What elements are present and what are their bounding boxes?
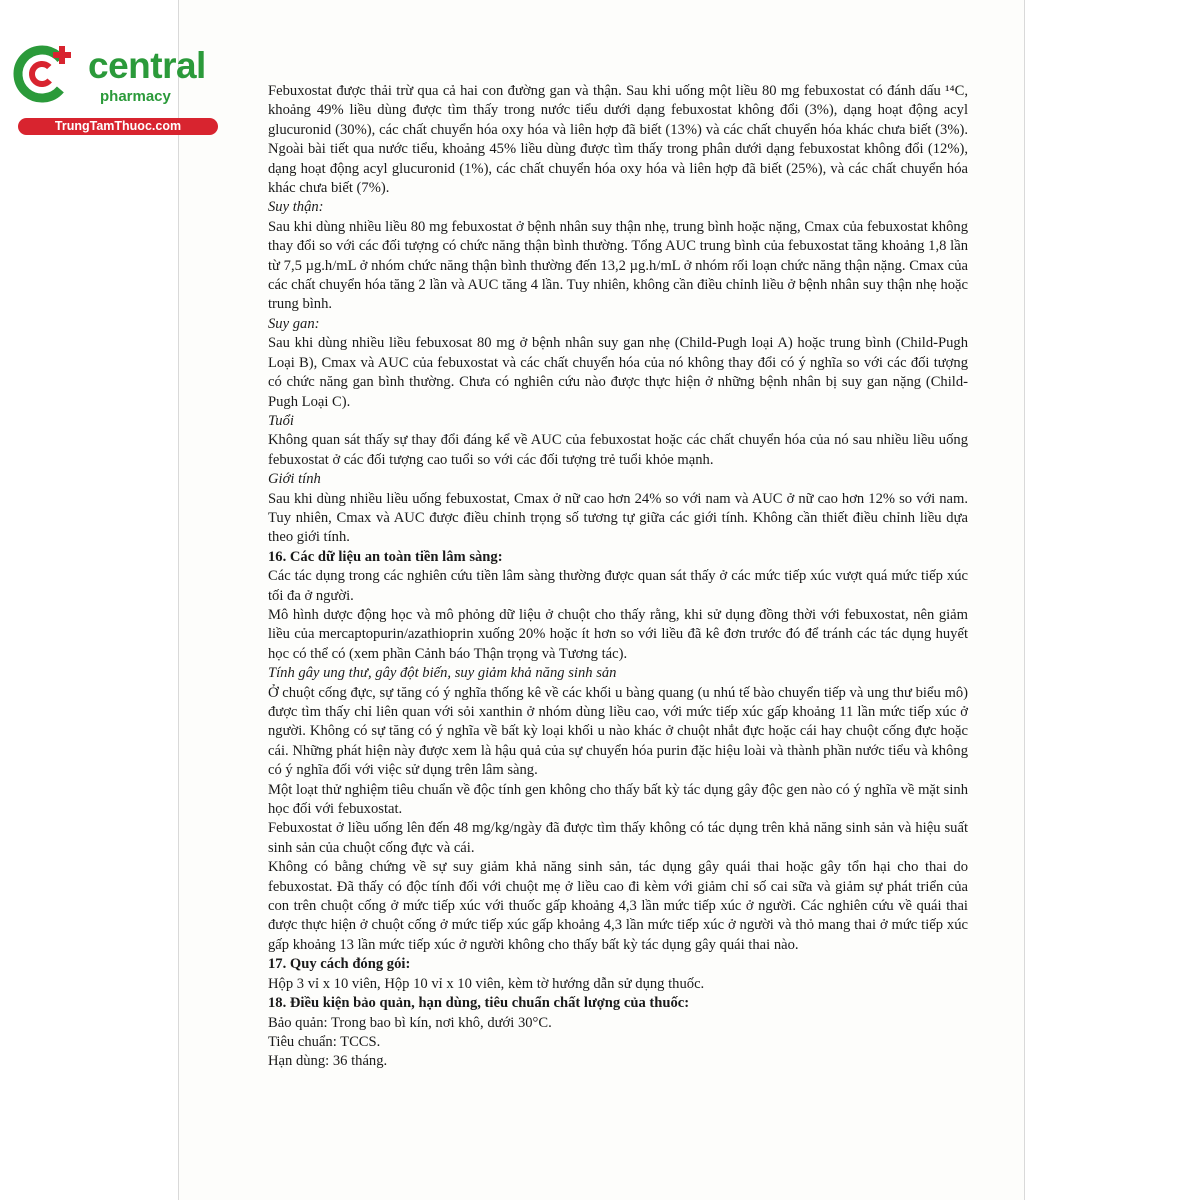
section-17-heading: 17. Quy cách đóng gói:	[268, 956, 411, 973]
hepatic-heading: Suy gan:	[268, 315, 320, 332]
age-paragraph: Không quan sát thấy sự thay đổi đáng kể về AUC của febuxostat hoặc các chất chuyển hóa của nó sau nhiều liều uống febuxostat ở các đối tượng cao tuổi so với các đối tượng trẻ tuổi khỏe mạnh.	[268, 432, 968, 468]
carcinogenicity-paragraph-2: Một loạt thử nghiệm tiêu chuẩn về độc tính gen không cho thấy bất kỳ tác dụng gây độc gen nào có ý nghĩa về mặt sinh học đối với febuxostat.	[268, 781, 968, 818]
carcinogenicity-paragraph-4: Không có bằng chứng về sự suy giảm khả năng sinh sản, tác dụng gây quái thai hoặc gây tổn hại cho thai do febuxostat. Đã thấy có độc tính đối với chuột mẹ ở liều cao đi kèm với giảm chỉ số cai sữa và giảm sự phát triển của con trên chuột cống ở mức tiếp xúc với thuốc gấp khoảng 4,3 lần mức tiếp xúc ở người. Các nghiên cứu về quái thai được thực hiện ở chuột cống ở mức tiếp xúc gấp khoảng 4,3 lần mức tiếp xúc ở người và thỏ mang thai ở mức tiếp xúc gấp khoảng 13 lần mức tiếp xúc ở người không cho thấy bất kỳ tác dụng gây quái thai nào.	[268, 859, 968, 953]
packaging-text: Hộp 3 vỉ x 10 viên, Hộp 10 vỉ x 10 viên, kèm tờ hướng dẫn sử dụng thuốc.	[268, 975, 705, 992]
carcinogenicity-paragraph-1: Ở chuột cống đực, sự tăng có ý nghĩa thống kê về các khối u bàng quang (u nhú tế bào chuyển tiếp và ung thư biểu mô) được tìm thấy chỉ liên quan với sỏi xanthin ở nhóm dùng liều cao, với mức tiếp xúc gấp khoảng 11 lần mức tiếp xúc ở người. Không có sự tăng có ý nghĩa về bất kỳ loại khối u nào khác ở chuột nhắt đực hoặc cái hay chuột cống đực hoặc cái. Những phát hiện này được xem là hậu quả của sự chuyển hóa purin đặc hiệu loài và thành phần nước tiểu và không có ý nghĩa đối với việc sử dụng trên lâm sàng.	[268, 684, 968, 779]
renal-paragraph: Sau khi dùng nhiều liều 80 mg febuxostat ở bệnh nhân suy thận nhẹ, trung bình hoặc nặng, Cmax của febuxostat không thay đổi so với các đối tượng có chức năng thận bình thường. Tổng AUC trung bình của febuxostat tăng khoảng 1,8 lần từ 7,5 µg.h/mL ở nhóm chức năng thận bình thường đến 13,2 µg.h/mL ở nhóm rối loạn chức năng thận nặng. Cmax của các chất chuyển hóa tăng 2 lần và AUC tăng 4 lần. Tuy nhiên, không cần điều chỉnh liều ở bệnh nhân suy thận nhẹ hoặc trung bình.	[268, 218, 968, 313]
sex-paragraph: Sau khi dùng nhiều liều uống febuxostat, Cmax ở nữ cao hơn 24% so với nam và AUC ở nữ cao hơn 12% so với nam. Tuy nhiên, Cmax và AUC được điều chỉnh trọng số tương tự giữa các giới tính. Không cần thiết điều chỉnh liều dựa theo giới tính.	[268, 490, 968, 546]
document-body	[268, 82, 968, 1072]
standard-text: Tiêu chuẩn: TCCS.	[268, 1033, 381, 1050]
section-18-heading: 18. Điều kiện bảo quản, hạn dùng, tiêu chuẩn chất lượng của thuốc:	[268, 995, 690, 1012]
carcinogenicity-heading: Tính gây ung thư, gây đột biến, suy giảm khả năng sinh sản	[268, 665, 617, 682]
sex-heading: Giới tính	[268, 471, 321, 488]
carcinogenicity-paragraph-3: Febuxostat ở liều uống lên đến 48 mg/kg/ngày đã được tìm thấy không có tác dụng trên khả năng sinh sản và hiệu suất sinh sản của chuột cống đực và cái.	[268, 820, 968, 856]
hepatic-paragraph: Sau khi dùng nhiều liều febuxosat 80 mg ở bệnh nhân suy gan nhẹ (Child-Pugh loại A) hoặc trung bình (Child-Pugh Loại B), Cmax và AUC của febuxostat và các chất chuyển hóa của nó không thay đổi có ý nghĩa so với các đối tượng có chức năng gan bình thường. Chưa có nghiên cứu nào được thực hiện ở những bệnh nhân bị suy gan nặng (Child-Pugh Loại C).	[268, 335, 968, 410]
brand-name: central	[88, 45, 206, 86]
age-heading: Tuổi	[268, 412, 294, 429]
preclinical-paragraph-2: Mô hình dược động học và mô phỏng dữ liệu ở chuột cho thấy rằng, khi sử dụng đồng thời với febuxostat, nên giảm liều của mercaptopurin/azathioprin xuống 20% hoặc ít hơn so với liều đã kê đơn trước đó để tránh các tác dụng huyết học có thể có (xem phần Cảnh báo Thận trọng và Tương tác).	[268, 606, 968, 662]
brand-subtitle: pharmacy	[100, 88, 171, 105]
excretion-paragraph: Febuxostat được thải trừ qua cả hai con đường gan và thận. Sau khi uống một liều 80 mg febuxostat có đánh dấu ¹⁴C, khoảng 49% liều dùng được tìm thấy trong nước tiểu dưới dạng febuxostat không đổi (3%), dạng hoạt động acyl glucuronid (30%), các chất chuyển hóa oxy hóa và liên hợp đã biết (13%) và các chất chuyển hóa khác chưa biết (3%). Ngoài bài tiết qua nước tiểu, khoảng 45% liều dùng được tìm thấy trong phân dưới dạng febuxostat không đổi (12%), dạng hoạt động acyl glucuronid (1%), các chất chuyển hóa oxy hóa và liên hợp đã biết (25%), và các chất chuyển hóa khác chưa biết (7%).	[268, 83, 968, 197]
storage-text: Bảo quản: Trong bao bì kín, nơi khô, dưới 30°C.	[268, 1014, 552, 1031]
brand-url-link[interactable]: TrungTamThuoc.com	[18, 118, 218, 135]
renal-heading: Suy thận:	[268, 199, 324, 216]
central-pharmacy-logo-icon	[10, 38, 80, 108]
preclinical-paragraph-1: Các tác dụng trong các nghiên cứu tiền lâm sàng thường được quan sát thấy ở các mức tiếp xúc vượt quá mức tiếp xúc tối đa ở người.	[268, 568, 968, 604]
section-16-heading: 16. Các dữ liệu an toàn tiền lâm sàng:	[268, 548, 503, 565]
brand-logo[interactable]	[10, 38, 220, 138]
expiry-text: Hạn dùng: 36 tháng.	[268, 1053, 388, 1070]
